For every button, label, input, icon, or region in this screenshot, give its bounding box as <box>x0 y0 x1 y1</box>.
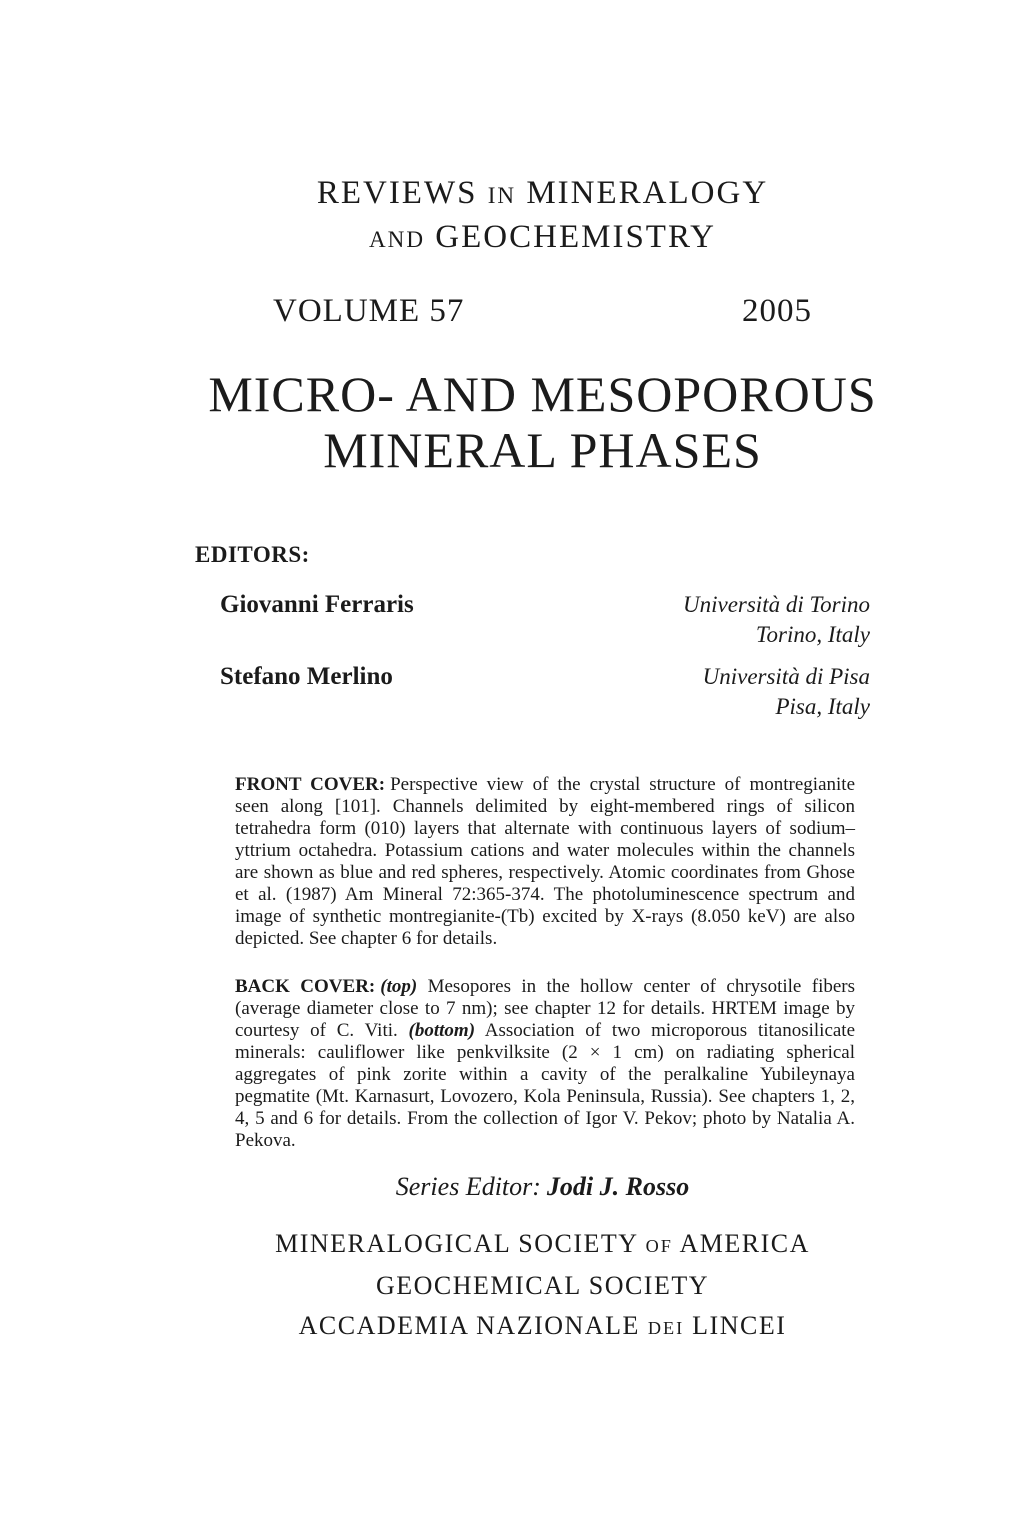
series-editor-label: Series Editor: <box>395 1172 541 1202</box>
affiliation-line: Università di Pisa <box>702 664 870 690</box>
editor-row <box>220 662 870 722</box>
volume-year-row <box>155 293 930 330</box>
masthead-line-2 <box>155 216 930 260</box>
book-title <box>155 366 930 478</box>
back-cover-bottom-tag: (bottom) <box>408 1020 476 1042</box>
back-cover-label: BACK COVER: <box>235 976 376 998</box>
masthead-line-1 <box>155 172 930 216</box>
volume-number: VOLUME 57 <box>273 293 465 330</box>
series-editor-line <box>155 1172 930 1202</box>
back-cover-top-tag: (top) <box>380 976 418 998</box>
publisher-line <box>155 1306 930 1348</box>
masthead-word-geochemistry: GEOCHEMISTRY <box>435 218 716 255</box>
editor-name: Stefano Merlino <box>220 663 393 691</box>
editor-name: Giovanni Ferraris <box>220 591 414 619</box>
editor-row <box>220 590 870 650</box>
book-title-line-2: MINERAL PHASES <box>323 422 762 479</box>
front-cover-label: FRONT COVER: <box>235 774 386 796</box>
page-content <box>155 0 930 1348</box>
front-cover-paragraph <box>235 774 855 950</box>
series-masthead <box>155 0 930 259</box>
back-cover-top-text: Mesopores in the hollow center of chrysotile fibers (average diameter close to 7 nm); see chapter 12 for details. HRTEM image by courtesy of C. Viti. <box>235 976 855 1042</box>
editors-heading: EDITORS: <box>195 542 310 568</box>
publisher-text: LINCEI <box>692 1311 787 1341</box>
publisher-line <box>155 1224 930 1266</box>
masthead-word-mineralogy: MINERALOGY <box>526 175 769 211</box>
back-cover-paragraph <box>235 976 855 1152</box>
publisher-text: MINERALOGICAL SOCIETY <box>275 1229 638 1259</box>
series-editor-name: Jodi J. Rosso <box>546 1172 690 1202</box>
editor-affiliation <box>683 590 870 650</box>
publisher-word-dei: DEI <box>647 1318 685 1339</box>
publishers-block <box>155 1224 930 1348</box>
masthead-word-and: AND <box>369 225 426 252</box>
publisher-line: GEOCHEMICAL SOCIETY <box>375 1271 710 1301</box>
publisher-word-of: OF <box>645 1236 673 1257</box>
back-cover-bottom-text: Association of two microporous titanosilicate minerals: cauliflower like penkvilksite (2 × 1 cm) on radiating spherical aggregates of pink zorite within a cavity of the peralkaline Yubileynaya pegmatite (Mt. Karnasurt, Lovozero, Kola Peninsula, Russia). See chapters 1, 2, 4, 5 and 6 for details. From the collection of Igor V. Pekov; photo by Natalia A. Pekova. <box>235 1020 856 1152</box>
publisher-text: AMERICA <box>679 1229 810 1259</box>
affiliation-line: Università di Torino <box>682 592 870 618</box>
publisher-text: ACCADEMIA NAZIONALE <box>298 1311 640 1341</box>
affiliation-line: Pisa, Italy <box>775 694 870 720</box>
book-title-line-1: MICRO- AND MESOPOROUS <box>208 366 877 423</box>
editor-affiliation <box>703 662 870 722</box>
masthead-word-in: IN <box>487 182 517 208</box>
masthead-word-reviews: REVIEWS <box>316 175 478 211</box>
front-cover-text: Perspective view of the crystal structure of montregianite seen along [101]. Channels delimited by eight-membered rings of silicon tetrahedra form (010) layers that alternate with continuous layers of sodium–yttrium octahedra. Potassium cations and water molecules within the channels are shown as blue and red spheres, respectively. Atomic coordinates from Ghose et al. (1987) Am Mineral 72:365-374. The photoluminescence spectrum and image of synthetic montregianite-(Tb) excited by X-rays (8.050 keV) are also depicted. See chapter 6 for details. <box>235 774 855 950</box>
affiliation-line: Torino, Italy <box>755 622 870 648</box>
publication-year: 2005 <box>742 293 812 330</box>
